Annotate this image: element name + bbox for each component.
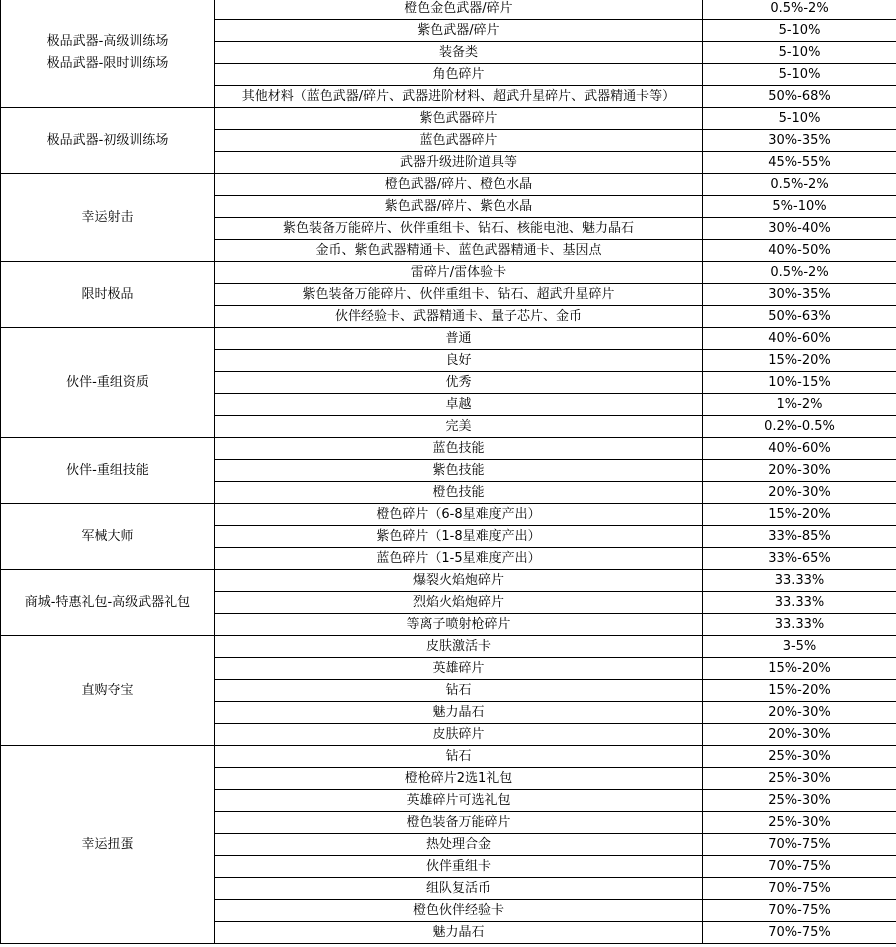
rate-cell: 25%-30% (703, 768, 896, 790)
item-cell: 英雄碎片可选礼包 (215, 790, 703, 812)
rate-cell: 50%-68% (703, 86, 896, 108)
item-cell: 其他材料（蓝色武器/碎片、武器进阶材料、超武升星碎片、武器精通卡等） (215, 86, 703, 108)
category-cell (1, 438, 215, 504)
table-row (1, 262, 896, 284)
item-cell: 魅力晶石 (215, 702, 703, 724)
item-cell: 蓝色武器碎片 (215, 130, 703, 152)
rate-cell: 70%-75% (703, 878, 896, 900)
item-cell: 优秀 (215, 372, 703, 394)
category-cell (1, 174, 215, 262)
category-label: 极品武器-初级训练场 (46, 132, 169, 148)
rate-cell: 15%-20% (703, 504, 896, 526)
category-cell (1, 0, 215, 108)
rate-cell: 70%-75% (703, 922, 896, 944)
table-row (1, 746, 896, 768)
rate-cell: 25%-30% (703, 812, 896, 834)
category-label: 幸运扭蛋 (81, 836, 134, 852)
item-cell: 组队复活币 (215, 878, 703, 900)
rate-cell: 20%-30% (703, 724, 896, 746)
rate-cell: 5-10% (703, 108, 896, 130)
item-cell: 紫色碎片（1-8星难度产出） (215, 526, 703, 548)
item-cell: 烈焰火焰炮碎片 (215, 592, 703, 614)
rate-cell: 0.2%-0.5% (703, 416, 896, 438)
table-row (1, 174, 896, 196)
rate-cell: 0.5%-2% (703, 0, 896, 20)
table-row (1, 438, 896, 460)
category-cell (1, 570, 215, 636)
item-cell: 英雄碎片 (215, 658, 703, 680)
category-label: 商城-特惠礼包-高级武器礼包 (24, 594, 191, 610)
item-cell: 普通 (215, 328, 703, 350)
item-cell: 紫色装备万能碎片、伙伴重组卡、钻石、核能电池、魅力晶石 (215, 218, 703, 240)
item-cell: 紫色武器/碎片 (215, 20, 703, 42)
rate-cell: 10%-15% (703, 372, 896, 394)
item-cell: 橙枪碎片2选1礼包 (215, 768, 703, 790)
rate-cell: 50%-63% (703, 306, 896, 328)
item-cell: 紫色武器碎片 (215, 108, 703, 130)
rate-cell: 70%-75% (703, 856, 896, 878)
item-cell: 完美 (215, 416, 703, 438)
category-label: 极品武器-限时训练场 (46, 55, 169, 71)
item-cell: 良好 (215, 350, 703, 372)
category-cell (1, 108, 215, 174)
rate-cell: 3-5% (703, 636, 896, 658)
rate-cell: 25%-30% (703, 790, 896, 812)
category-label: 限时极品 (81, 286, 134, 302)
table-row (1, 504, 896, 526)
item-cell: 蓝色技能 (215, 438, 703, 460)
rate-cell: 33.33% (703, 592, 896, 614)
rate-cell: 30%-35% (703, 284, 896, 306)
rate-cell: 5-10% (703, 64, 896, 86)
item-cell: 紫色装备万能碎片、伙伴重组卡、钻石、超武升星碎片 (215, 284, 703, 306)
item-cell: 紫色技能 (215, 460, 703, 482)
item-cell: 橙色金色武器/碎片 (215, 0, 703, 20)
rate-cell: 40%-60% (703, 438, 896, 460)
rate-cell: 30%-35% (703, 130, 896, 152)
category-label: 军械大师 (81, 528, 134, 544)
category-label: 伙伴-重组资质 (66, 374, 149, 390)
rate-cell: 5-10% (703, 20, 896, 42)
category-cell (1, 504, 215, 570)
item-cell: 装备类 (215, 42, 703, 64)
rate-cell: 70%-75% (703, 834, 896, 856)
rate-cell: 20%-30% (703, 482, 896, 504)
item-cell: 橙色武器/碎片、橙色水晶 (215, 174, 703, 196)
rate-cell: 70%-75% (703, 900, 896, 922)
category-cell (1, 636, 215, 746)
item-cell: 皮肤激活卡 (215, 636, 703, 658)
item-cell: 卓越 (215, 394, 703, 416)
table-body (1, 0, 896, 944)
table-row (1, 328, 896, 350)
item-cell: 武器升级进阶道具等 (215, 152, 703, 174)
category-cell (1, 262, 215, 328)
rate-cell: 33%-85% (703, 526, 896, 548)
rate-cell: 45%-55% (703, 152, 896, 174)
rate-cell: 1%-2% (703, 394, 896, 416)
item-cell: 橙色装备万能碎片 (215, 812, 703, 834)
rate-cell: 20%-30% (703, 460, 896, 482)
item-cell: 紫色武器/碎片、紫色水晶 (215, 196, 703, 218)
rate-cell: 15%-20% (703, 680, 896, 702)
item-cell: 热处理合金 (215, 834, 703, 856)
table-row (1, 0, 896, 20)
rate-cell: 5-10% (703, 42, 896, 64)
item-cell: 魅力晶石 (215, 922, 703, 944)
item-cell: 伙伴重组卡 (215, 856, 703, 878)
rate-cell: 40%-60% (703, 328, 896, 350)
rate-cell: 33%-65% (703, 548, 896, 570)
item-cell: 蓝色碎片（1-5星难度产出） (215, 548, 703, 570)
table-row (1, 570, 896, 592)
item-cell: 金币、紫色武器精通卡、蓝色武器精通卡、基因点 (215, 240, 703, 262)
item-cell: 钻石 (215, 680, 703, 702)
item-cell: 橙色技能 (215, 482, 703, 504)
item-cell: 皮肤碎片 (215, 724, 703, 746)
table-row (1, 108, 896, 130)
rate-cell: 0.5%-2% (703, 174, 896, 196)
rate-cell: 20%-30% (703, 702, 896, 724)
item-cell: 橙色碎片（6-8星难度产出） (215, 504, 703, 526)
rate-cell: 0.5%-2% (703, 262, 896, 284)
rate-cell: 30%-40% (703, 218, 896, 240)
item-cell: 钻石 (215, 746, 703, 768)
rate-cell: 40%-50% (703, 240, 896, 262)
category-label: 极品武器-高级训练场 (46, 33, 169, 49)
rate-cell: 33.33% (703, 570, 896, 592)
rate-cell: 25%-30% (703, 746, 896, 768)
rate-cell: 33.33% (703, 614, 896, 636)
category-cell (1, 328, 215, 438)
item-cell: 伙伴经验卡、武器精通卡、量子芯片、金币 (215, 306, 703, 328)
rate-cell: 5%-10% (703, 196, 896, 218)
category-label: 幸运射击 (81, 209, 134, 225)
category-label: 伙伴-重组技能 (66, 462, 149, 478)
item-cell: 雷碎片/雷体验卡 (215, 262, 703, 284)
rate-cell: 15%-20% (703, 350, 896, 372)
item-cell: 爆裂火焰炮碎片 (215, 570, 703, 592)
table-row (1, 636, 896, 658)
category-cell (1, 746, 215, 944)
item-cell: 橙色伙伴经验卡 (215, 900, 703, 922)
item-cell: 等离子喷射枪碎片 (215, 614, 703, 636)
rate-cell: 15%-20% (703, 658, 896, 680)
item-cell: 角色碎片 (215, 64, 703, 86)
category-label: 直购夺宝 (81, 682, 134, 698)
